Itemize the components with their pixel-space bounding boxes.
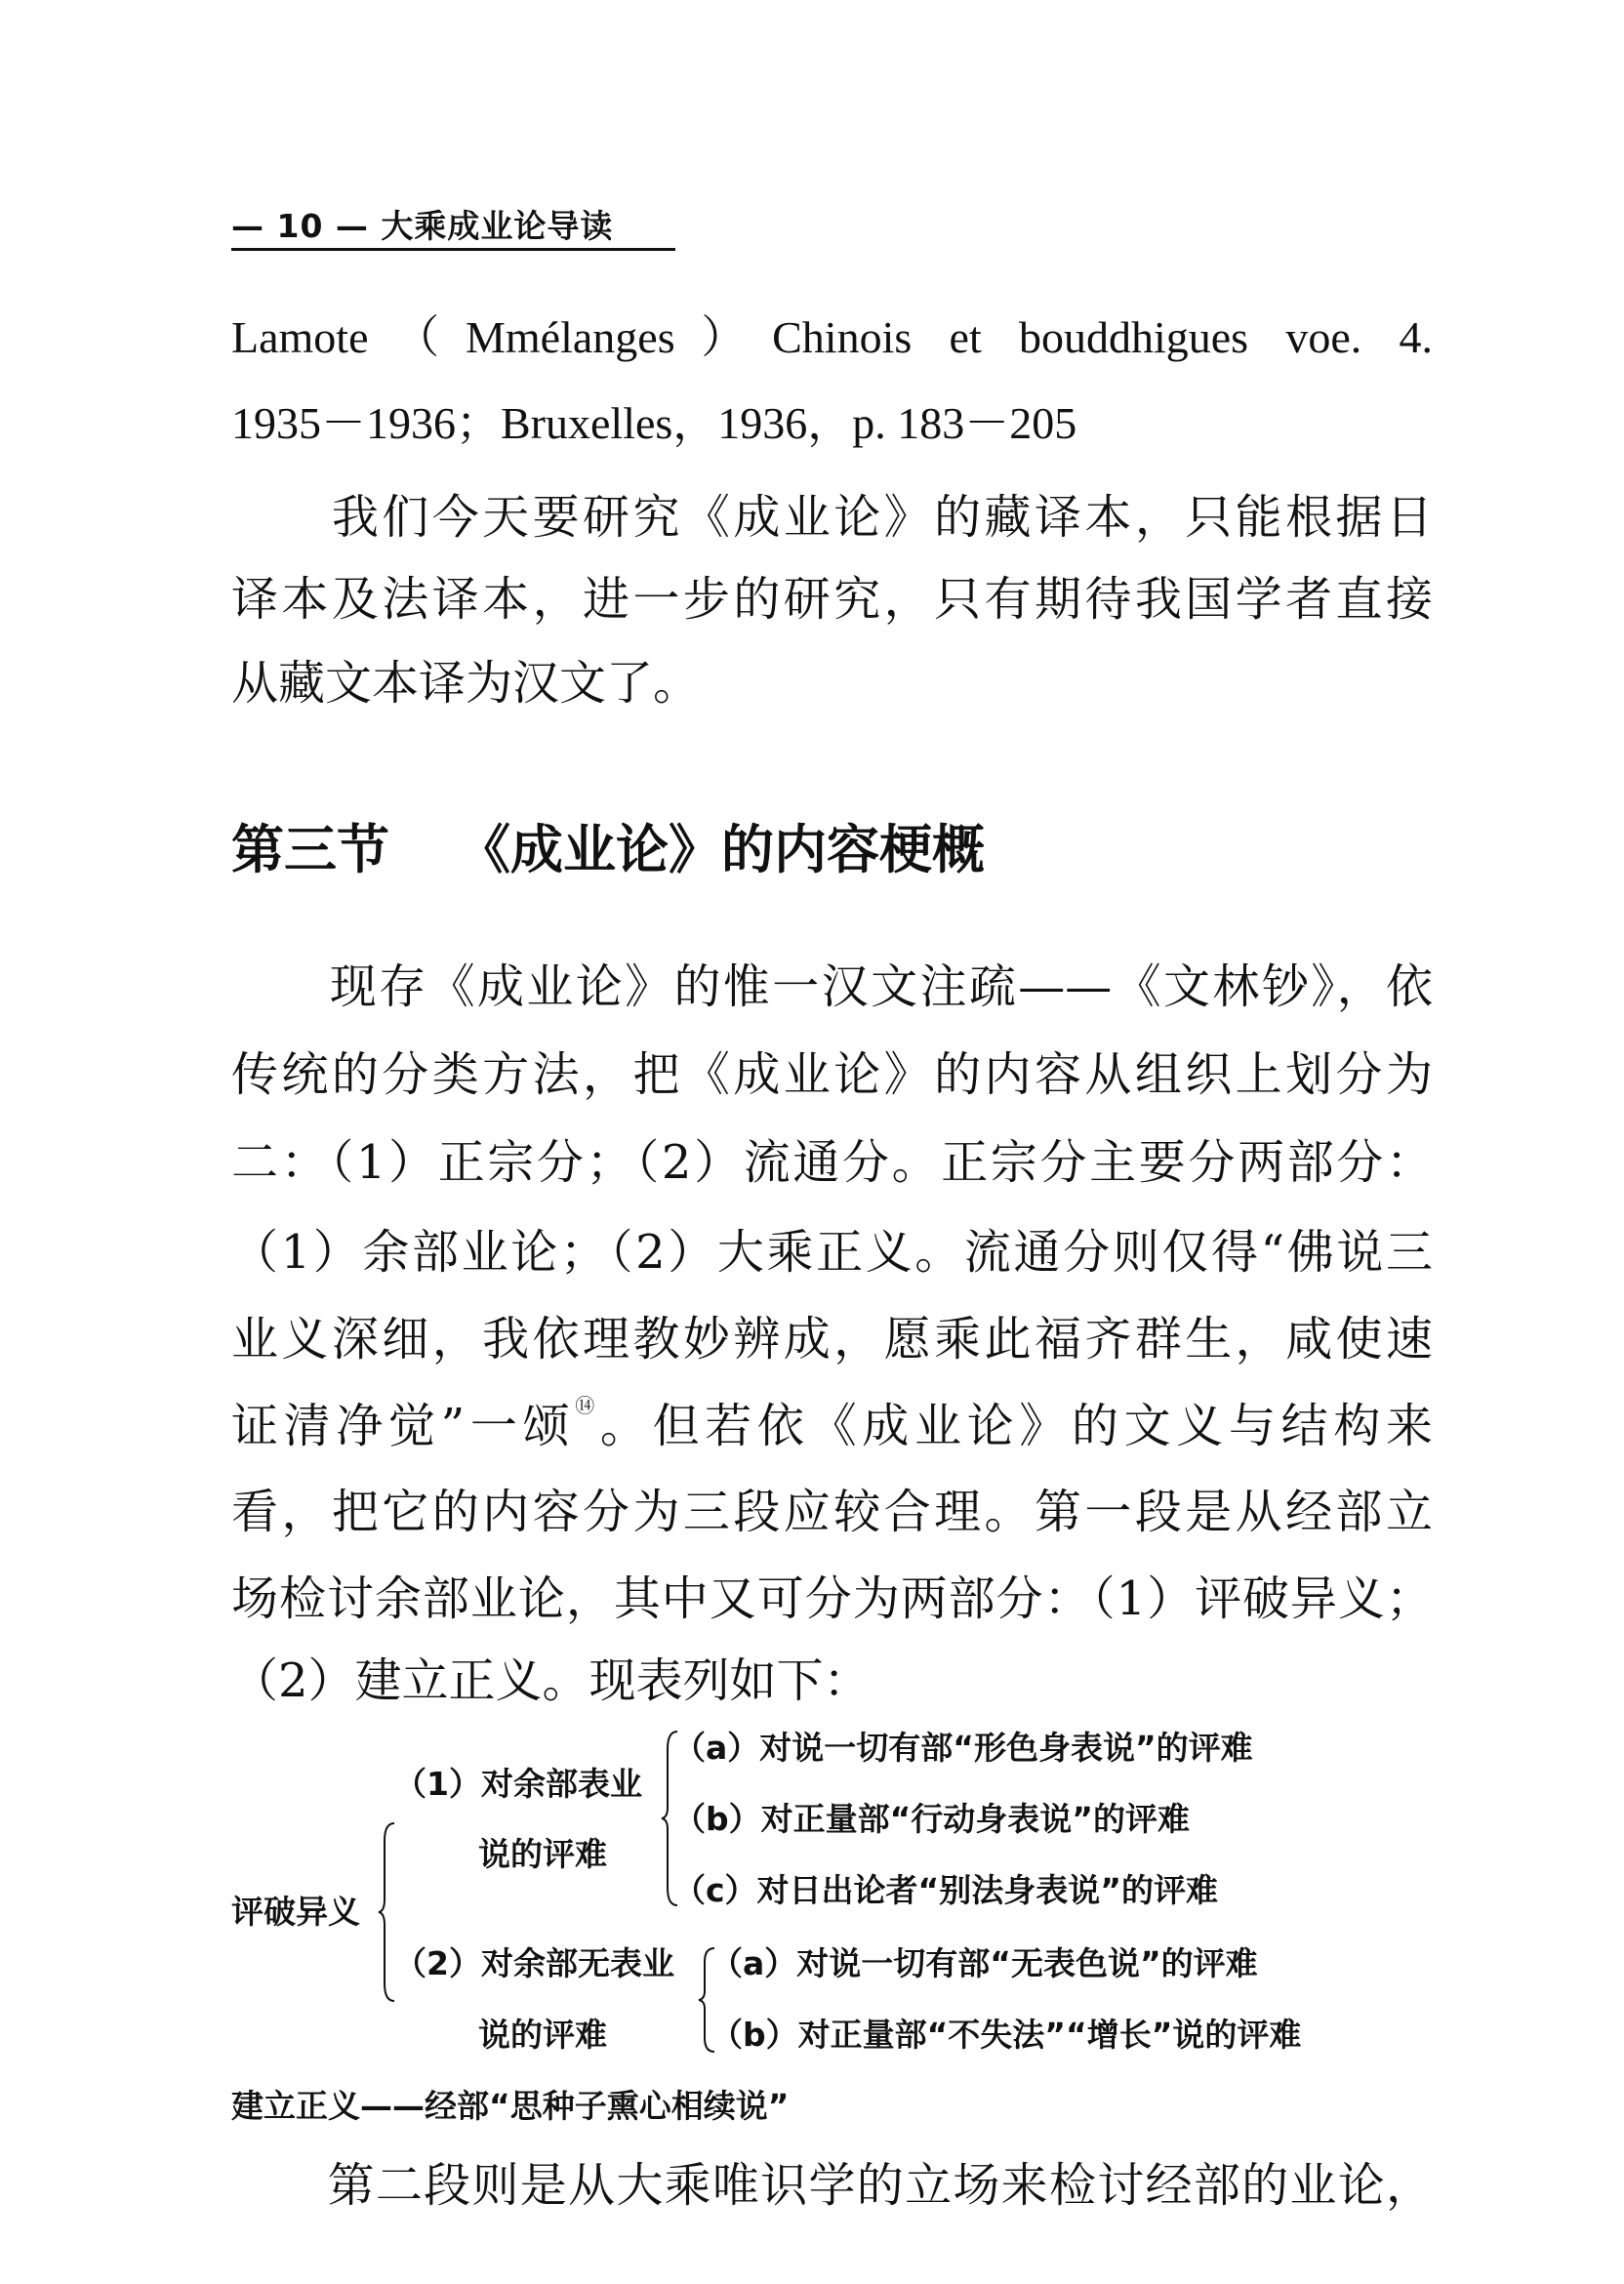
diagram-root: 评破异义 (231, 1893, 360, 1931)
branch1-item: （a）对说一切有部“形色身表说”的评难 (673, 1729, 1253, 1767)
body-line (231, 1396, 1433, 1456)
body-line: （1）余部业论；（2）大乘正义。流通分则仅得“佛说三 (231, 1225, 1433, 1280)
reference-line: 1935－1936；Bruxelles，1936，p. 183－205 (231, 398, 1077, 448)
body-line: 业义深细，我依理教妙辨成，愿乘此福齐群生，咸使速 (231, 1312, 1433, 1366)
branch1-label: （1）对余部表业 (394, 1765, 642, 1803)
body-line: 现存《成业论》的惟一汉文注疏——《文林钞》，依 (231, 959, 1433, 1014)
establish-line: 建立正义——经部“思种子熏心相续说” (231, 2087, 790, 2125)
branch1-item: （c）对日出论者“别法身表说”的评难 (673, 1871, 1218, 1909)
header-rule (231, 248, 675, 251)
body-text: 。但若依《成业论》的文义与结构来 (599, 1399, 1433, 1453)
body-line: 我们今天要研究《成业论》的藏译本，只能根据日 (231, 490, 1433, 545)
body-text: 证清净觉”一颂 (231, 1399, 576, 1453)
branch1-label: 说的评难 (478, 1835, 607, 1873)
branch2-item: （b）对正量部“不失法”“增长”说的评难 (710, 2016, 1302, 2054)
section-title: 《成业论》的内容梗概 (458, 819, 985, 880)
section-heading (231, 808, 985, 883)
footnote-mark: ⑭ (575, 1394, 600, 1417)
body-line: 从藏文本译为汉文了。 (231, 656, 701, 711)
body-line: 传统的分类方法，把《成业论》的内容从组织上划分为 (231, 1047, 1433, 1102)
branch2-label: 说的评难 (478, 2016, 607, 2054)
section-number: 第三节 (231, 819, 389, 880)
body-line: （2）建立正义。现表列如下： (231, 1653, 871, 1708)
reference-line: Lamote（Mmélanges）Chinois et bouddhigues voe. 4. (231, 312, 1433, 362)
body-line: 场检讨余部业论，其中又可分为两部分：（1）评破异义； (231, 1571, 1433, 1626)
branch2-label: （2）对余部无表业 (394, 1944, 674, 1982)
book-title: 大乘成业论导读 (381, 207, 614, 245)
branch1-item: （b）对正量部“行动身表说”的评难 (673, 1800, 1190, 1838)
body-line: 二：（1）正宗分；（2）流通分。正宗分主要分两部分： (231, 1135, 1433, 1190)
branch2-item: （a）对说一切有部“无表色说”的评难 (710, 1944, 1258, 1982)
page-number: — 10 — (231, 207, 369, 245)
body-line: 第二段则是从大乘唯识学的立场来检讨经部的业论， (231, 2158, 1433, 2213)
running-header (231, 201, 613, 247)
body-line: 译本及法译本，进一步的研究，只有期待我国学者直接 (231, 572, 1433, 627)
body-line: 看，把它的内容分为三段应较合理。第一段是从经部立 (231, 1485, 1433, 1539)
